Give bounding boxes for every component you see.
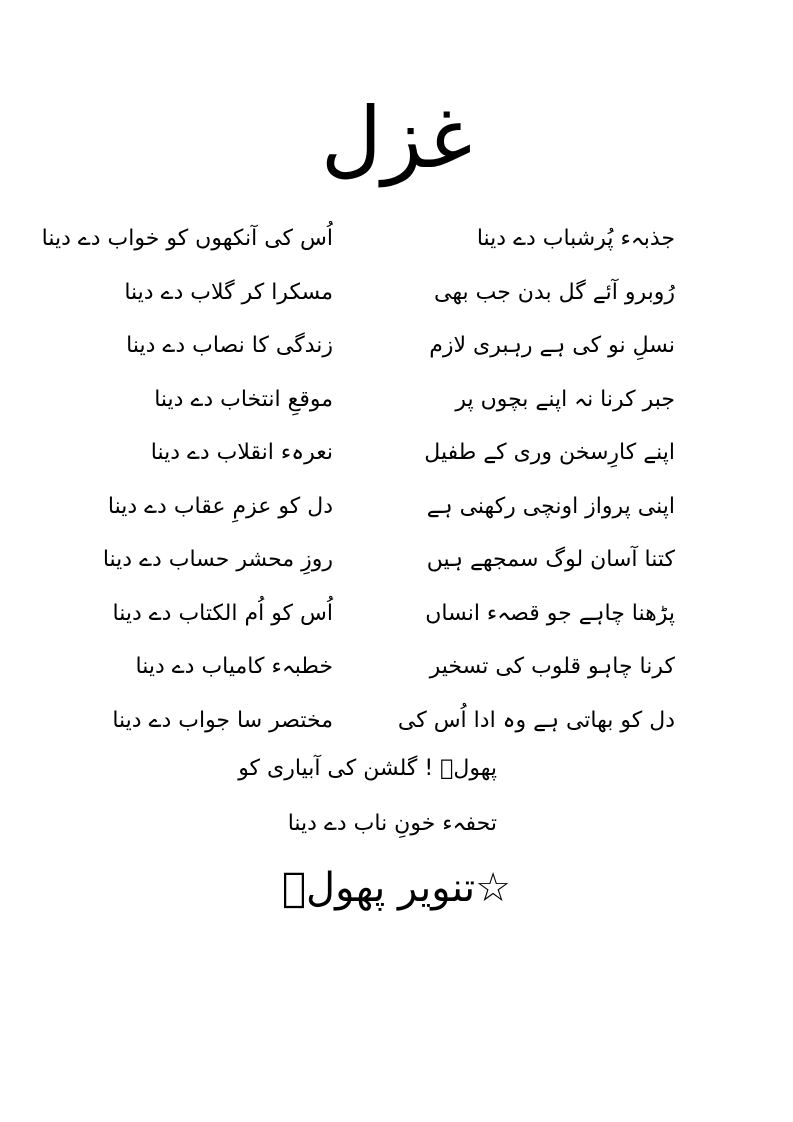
verse-3-first-line: نسلِ نو کی ہے رہبری لازم [429, 333, 675, 358]
verse-list [0, 222, 793, 757]
verse-1-second-line: اُس کی آنکھوں کو خواب دے دینا [41, 226, 333, 251]
verse-7-first-line: کتنا آسان لوگ سمجھے ہیں [426, 547, 675, 572]
verse-2 [0, 276, 793, 330]
verse-7 [0, 543, 793, 597]
verse-5-first-line: اپنے کارِسخن وری کے طفیل [424, 440, 675, 465]
closing-line-1-text: پھولؔ ! گلشن کی آبیاری کو [238, 756, 497, 781]
verse-10 [0, 704, 793, 758]
verse-2-first-line: رُوبرو آئے گل بدن جب بھی [434, 279, 675, 305]
poet-signature: ☆تنویر پھولؔ [282, 865, 511, 911]
closing-line-2 [0, 807, 793, 862]
verse-3 [0, 329, 793, 383]
closing-line-1 [0, 752, 793, 807]
verse-10-second-line: مختصر سا جواب دے دینا [112, 707, 333, 733]
verse-2-second-line: مسکرا کر گلاب دے دینا [124, 279, 333, 305]
verse-9-first-line: کرنا چاہو قلوب کی تسخیر [429, 654, 675, 679]
verse-8-second-line: اُس کو اُم الکتاب دے دینا [112, 600, 333, 626]
verse-5 [0, 436, 793, 490]
verse-10-first-line: دل کو بھاتی ہے وہ ادا اُس کی [397, 707, 675, 733]
closing-line-2-text: تحفہء خونِ ناب دے دینا [287, 811, 497, 836]
verse-5-second-line: نعرہء انقلاب دے دینا [150, 440, 333, 465]
verse-4 [0, 383, 793, 437]
ghazal-title: غزل [320, 89, 473, 187]
verse-9 [0, 650, 793, 704]
verse-1 [0, 222, 793, 276]
verse-1-first-line: جذبہء پُرشباب دے دینا [476, 226, 675, 251]
verse-6-second-line: دل کو عزمِ عقاب دے دینا [107, 493, 333, 519]
verse-6 [0, 490, 793, 544]
verse-4-first-line: جبر کرنا نہ اپنے بچوں پر [455, 386, 675, 412]
verse-3-second-line: زندگی کا نصاب دے دینا [126, 333, 333, 358]
verse-7-second-line: روزِ محشر حساب دے دینا [102, 547, 333, 572]
verse-8-first-line: پڑھنا چاہے جو قصہء انساں [425, 600, 675, 626]
verse-8 [0, 597, 793, 651]
verse-9-second-line: خطبہء کامیاب دے دینا [135, 654, 333, 679]
verse-4-second-line: موقعِ انتخاب دے دینا [154, 386, 333, 412]
verse-6-first-line: اپنی پرواز اونچی رکھنی ہے [426, 493, 675, 519]
closing-verse [0, 752, 793, 862]
